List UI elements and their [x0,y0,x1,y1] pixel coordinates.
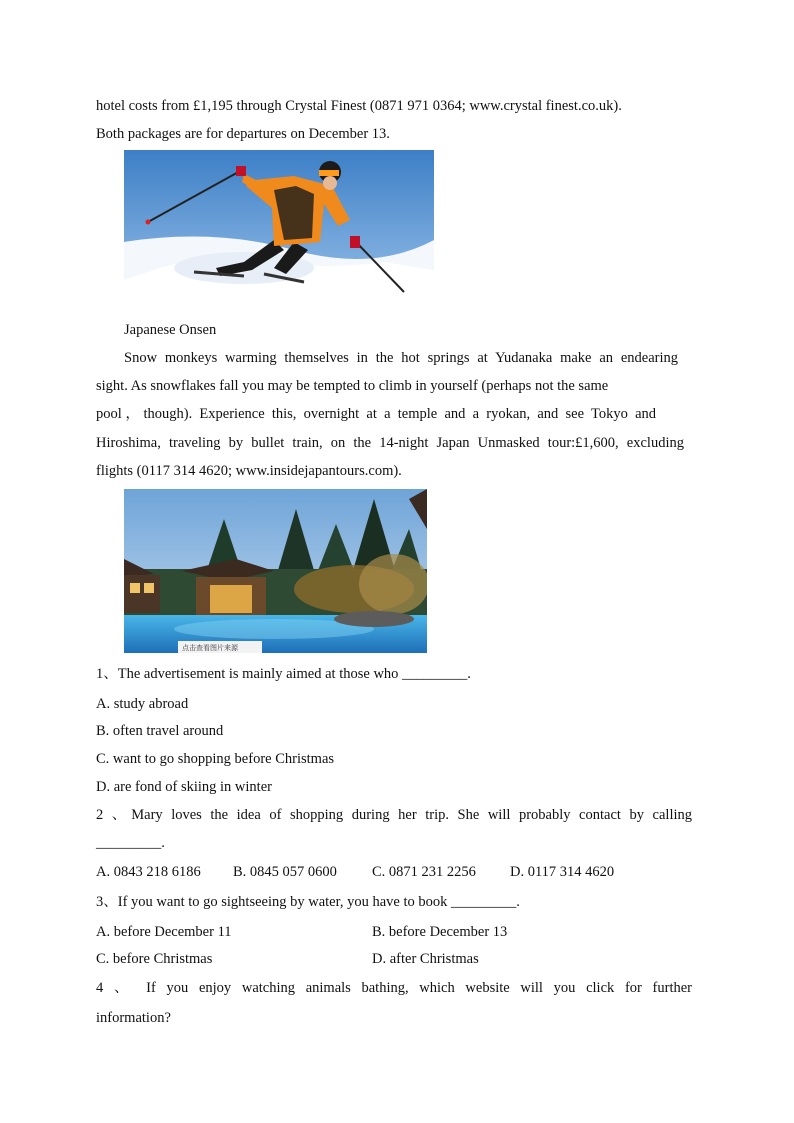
question-2-option-c: C. 0871 231 2256 [372,864,476,880]
skier-photo [124,150,434,310]
onsen-line-4: Hiroshima, traveling by bullet train, on the 14-night Japan Unmasked tour:£1,600, excluding [96,435,684,451]
onsen-line-2: sight. As snowflakes fall you may be tempted to climb in yourself (perhaps not the same [96,378,609,394]
question-3-option-a: A. before December 11 [96,924,232,940]
question-2-option-a: A. 0843 218 6186 [96,864,201,880]
question-3-stem: 3、If you want to go sightseeing by water, you have to book _________. [96,894,520,910]
question-1-option-b: B. often travel around [96,723,224,739]
question-1-stem: 1、The advertisement is mainly aimed at those who _________. [96,666,471,682]
onsen-illustration [124,489,427,653]
intro-line-2: Both packages are for departures on December 13. [96,126,390,142]
skier-illustration [124,150,434,310]
question-2-option-b: B. 0845 057 0600 [233,864,337,880]
question-3-option-c: C. before Christmas [96,951,213,967]
question-2-option-d: D. 0117 314 4620 [510,864,615,880]
question-2-stem: 2 、Mary loves the idea of shopping during her trip. She will probably contact by calling [96,807,692,823]
onsen-caption: 点击查看图片来源 [182,644,238,652]
section-heading: Japanese Onsen [124,322,217,338]
question-4-stem: 4 、 If you enjoy watching animals bathing, which website will you click for further [96,980,692,996]
onsen-line-3: pool，though). Experience this, overnight at a temple and a ryokan, and see Tokyo and [96,406,656,422]
onsen-line-1: Snow monkeys warming themselves in the hot springs at Yudanaka make an endearing [124,350,678,366]
question-2-blank: _________. [96,835,165,851]
onsen-photo [124,489,427,653]
question-3-option-b: B. before December 13 [372,924,508,940]
question-1-option-c: C. want to go shopping before Christmas [96,751,335,767]
question-1-option-d: D. are fond of skiing in winter [96,779,272,795]
onsen-line-5: flights (0117 314 4620; www.insidejapantours.com). [96,463,402,479]
question-4-continuation: information? [96,1010,171,1026]
question-3-option-d: D. after Christmas [372,951,479,967]
question-1-option-a: A. study abroad [96,696,189,712]
intro-line-1: hotel costs from £1,195 through Crystal Finest (0871 971 0364; www.crystal finest.co.uk). [96,98,622,114]
